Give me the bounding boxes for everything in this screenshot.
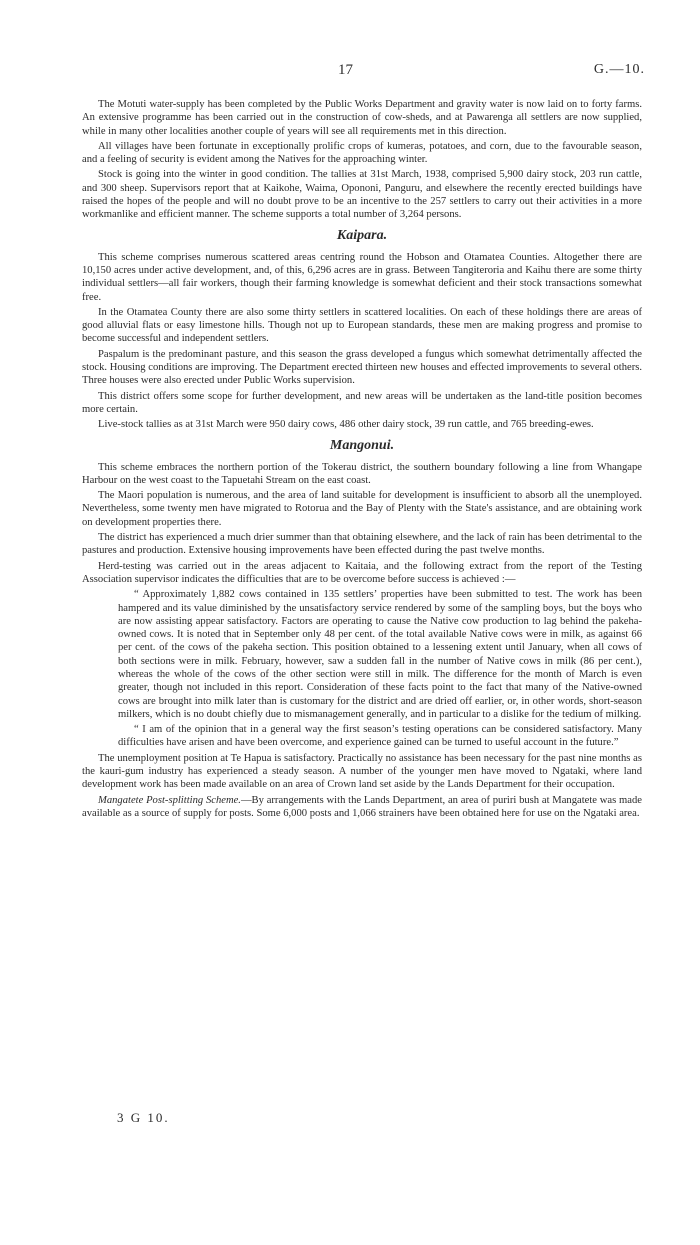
document-reference: G.—10. <box>593 62 645 77</box>
block-quote <box>82 588 642 750</box>
paragraph: The Maori population is numerous, and the area of land suitable for development is insufficient to absorb all the unemployed. Nevertheless, some twenty men have migrated to Rotorua and the Bay of Plenty with the State's assistance, and are obtaining work on development properties there. <box>82 490 642 528</box>
paragraph-text: —By arrangements with the Lands Department, an area of puriri bush at Mangatete was made available as a source of supply for posts. Some 6,000 posts and 1,066 strainers have been obtained here for use on the Ngataki area. <box>82 794 642 819</box>
section-heading-mangonui: Mangonui. <box>329 437 395 453</box>
paragraph: All villages have been fortunate in exceptionally prolific crops of kumeras, potatoes, and corn, due to the favourable season, and a feeling of security is evident among the Natives for the approaching winter. <box>82 140 642 166</box>
paragraph: Stock is going into the winter in good condition. The tallies at 31st March, 1938, comprised 5,900 dairy stock, 203 run cattle, and 300 sheep. Supervisors report that at Kaikohe, Waima, Opononi, Panguru, and elsewhere the recently erected buildings have raised the hopes of the people and will no doubt prove to be an incentive to the 257 settlers to carry out their activities in a more workmanlike and efficient manner. The scheme supports a total number of 3,264 persons. <box>82 169 642 221</box>
paragraph: This scheme embraces the northern portion of the Tokerau district, the southern boundary following a line from Whangape Harbour on the west coast to the Tapuetahi Stream on the east coast. <box>82 461 642 486</box>
paragraph: In the Otamatea County there are also some thirty settlers in scattered localities. On each of these holdings there are areas of good alluvial flats or easy limestone hills. Though not up to European standards, these men are making progress and promise to become successful and independent settlers. <box>82 306 642 345</box>
page-body <box>82 98 642 822</box>
paragraph: The unemployment position at Te Hapua is satisfactory. Practically no assistance has been necessary for the past nine months as the kauri-gum industry has experienced a steady season. A number of the younger men have moved to Ngataki, where land development work has been made available on an area of Crown land set aside by the Lands Department for their occupation. <box>82 752 642 791</box>
paragraph: Paspalum is the predominant pasture, and this season the grass developed a fungus which somewhat detrimentally affected the stock. Housing conditions are improving. The Department erected thirteen new houses and effected improvements to several others. Three houses were also erected under Public Works supervision. <box>82 348 642 387</box>
paragraph: Herd-testing was carried out in the areas adjacent to Kaitaia, and the following extract from the report of the Testing Association supervisor indicates the difficulties that are to be overcome before success is achieved :— <box>82 560 642 585</box>
paragraph: This scheme comprises numerous scattered areas centring round the Hobson and Otamatea Counties. Altogether there are 10,150 acres under active development, and, of this, 6,296 acres are in grass. Between Tangiteroria and Kaihu there are some thirty individual settlers—all fair workers, though their farming knowledge is somewhat deficient and their stock transactions somewhat free. <box>82 251 642 303</box>
paragraph: This district offers some scope for further development, and new areas will be undertaken as the land-title position becomes more certain. <box>82 390 642 415</box>
page-header <box>0 62 700 82</box>
paragraph: The Motuti water-supply has been completed by the Public Works Department and gravity water is now laid on to forty farms. An extensive programme has been carried out in the construction of cow-sheds, and at Pawarenga all settlers are now supplied, while in many other localities another couple of years will see all requirements met in this direction. <box>82 99 642 137</box>
paragraph <box>82 794 642 821</box>
page-number: 17 <box>338 62 353 78</box>
paragraph: The district has experienced a much drier summer than that obtaining elsewhere, and the lack of rain has been detrimental to the pastures and production. Extensive housing improvements have been effected during the past twelve months. <box>82 532 642 557</box>
quote-paragraph: “ Approximately 1,882 cows contained in 135 settlers’ properties have been submitted to test. The work has been hampered and its value diminished by the unsatisfactory service rendered by some of the sampling boys, but the boys who are now assisting appear satisfactory. Factors are operating to cause the Native cow production to lag behind the pakeha-owned cows. It is noted that in September only 48 per cent. of the total available Native cows were in milk, as against 66 per cent. of the cows of the pakeha section. This position obtained to a lessening extent until January, when all cows of both sections were in milk. February, however, saw a sudden fall in the number of Native cows in milk (86 per cent.), whereas the whole of the cows of the other section were still in milk. The difference for the month of March is even greater, though not included in this report. Consideration of these facts point to the fact that many of the Native-owned cows are brought into milk later than is customary for the district and are dried off earlier, or, in other words, short-season milkers, which is no doubt chiefly due to mismanagement generally, and in particular to a dislike for the tedium of milking. <box>118 589 642 720</box>
quote-paragraph: “ I am of the opinion that in a general way the first season’s testing operations can be considered satisfactory. Many difficulties have arisen and have been overcome, and experience gained can be turned to useful account in the future.” <box>118 724 642 749</box>
inline-subheading: Mangatete Post-splitting Scheme. <box>98 794 241 806</box>
printer-signature: 3 G 10. <box>117 1110 170 1125</box>
section-heading-kaipara: Kaipara. <box>336 227 388 243</box>
paragraph: Live-stock tallies as at 31st March were 950 dairy cows, 486 other dairy stock, 39 run cattle, and 765 breeding-ewes. <box>98 419 594 431</box>
